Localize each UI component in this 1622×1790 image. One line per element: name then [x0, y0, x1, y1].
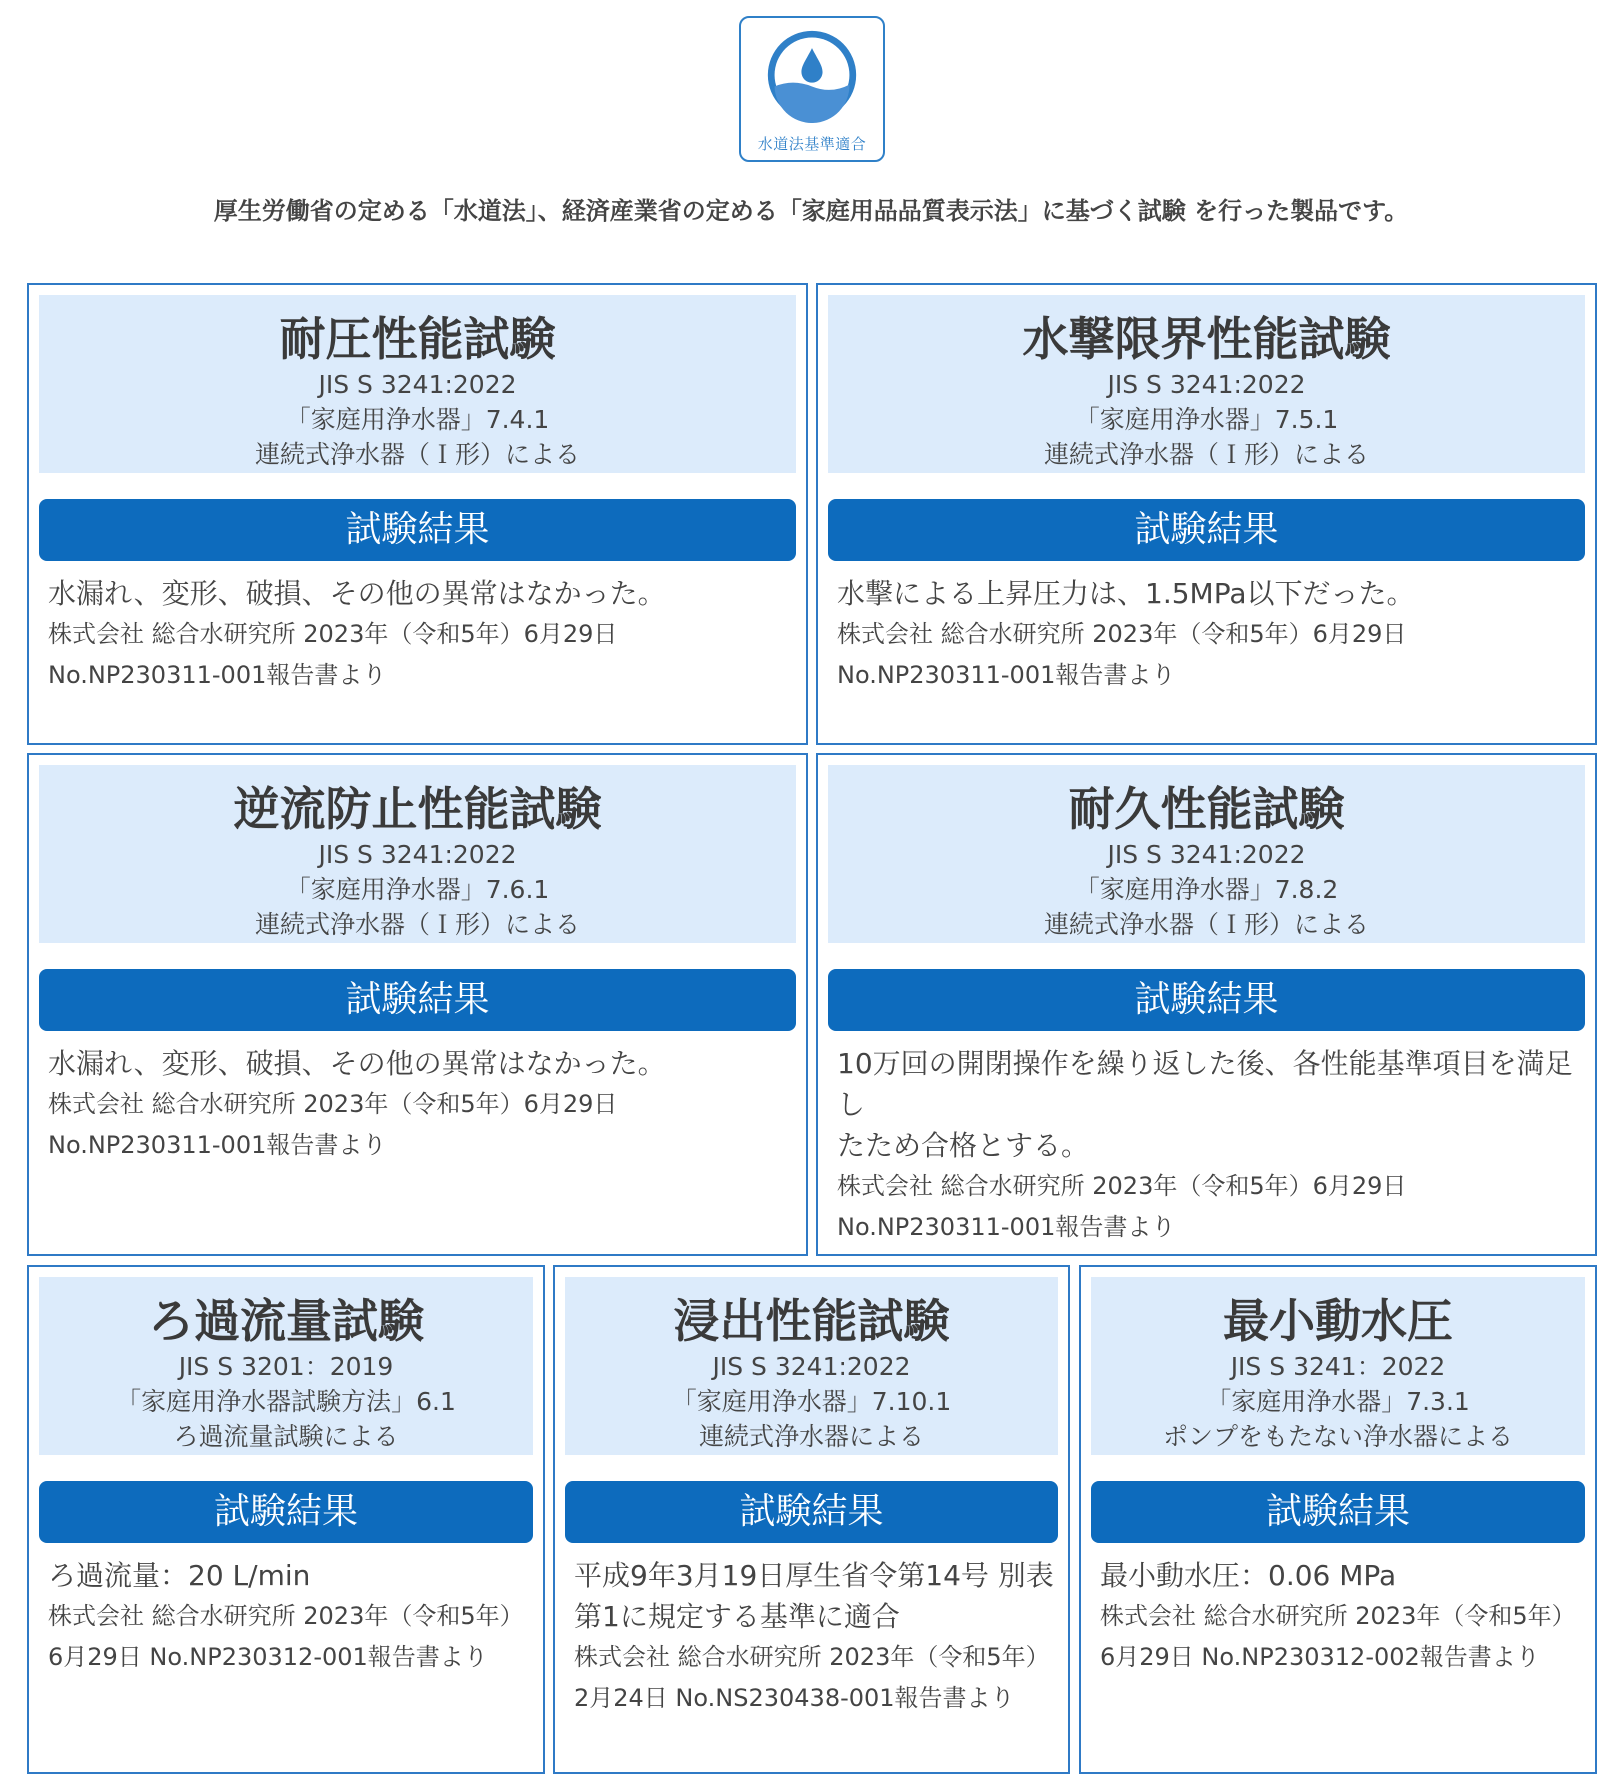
card-header [1091, 1277, 1585, 1455]
source-line: 6月29日 No.NP230312-001報告書より [48, 1643, 488, 1671]
test-card [27, 283, 808, 745]
test-card [816, 753, 1597, 1256]
standard-line: 「家庭用浄水器」7.8.2 [1074, 875, 1339, 904]
card-body [837, 573, 1585, 696]
test-card [27, 753, 808, 1256]
test-card [816, 283, 1597, 745]
standard-line: JIS S 3201：2019 [178, 1352, 394, 1381]
result-heading: 試験結果 [39, 499, 796, 561]
result-text: 10万回の開閉操作を繰り返した後、各性能基準項目を満足し [837, 1047, 1573, 1121]
source-line: No.NP230311-001報告書より [837, 661, 1176, 689]
test-card [27, 1265, 545, 1774]
standard-line: 連続式浄水器（Ｉ形）による [1043, 440, 1369, 469]
source-line: 株式会社 総合水研究所 2023年（令和5年）6月29日 [48, 1090, 618, 1118]
source-line: 株式会社 総合水研究所 2023年（令和5年） [574, 1643, 1050, 1671]
result-heading: 試験結果 [1091, 1481, 1585, 1543]
standard-line: JIS S 3241:2022 [712, 1352, 911, 1381]
result-heading: 試験結果 [565, 1481, 1058, 1543]
standard-line: 「家庭用浄水器試験方法」6.1 [116, 1387, 456, 1416]
card-body [837, 1043, 1585, 1248]
source-line: 株式会社 総合水研究所 2023年（令和5年）6月29日 [837, 1172, 1407, 1200]
card-header [39, 1277, 533, 1455]
source-line: 株式会社 総合水研究所 2023年（令和5年）6月29日 [48, 620, 618, 648]
source-line: No.NP230311-001報告書より [837, 1213, 1176, 1241]
standard-line: 「家庭用浄水器」7.10.1 [671, 1387, 952, 1416]
card-title: 最小動水圧 [1223, 1294, 1453, 1348]
standard-line: 「家庭用浄水器」7.5.1 [1074, 405, 1339, 434]
standard-line: 「家庭用浄水器」7.4.1 [285, 405, 550, 434]
card-title: 耐久性能試験 [1068, 782, 1345, 836]
standard-line: 「家庭用浄水器」7.3.1 [1206, 1387, 1470, 1416]
result-text: 水漏れ、変形、破損、その他の異常はなかった。 [48, 1047, 666, 1080]
standard-line: 連続式浄水器（Ｉ形）による [254, 910, 580, 939]
result-text: 最小動水圧：0.06 MPa [1100, 1559, 1397, 1592]
result-text: 平成9年3月19日厚生省令第14号 別表 [574, 1559, 1054, 1592]
result-text: 第1に規定する基準に適合 [574, 1600, 900, 1633]
card-body [48, 1555, 533, 1678]
test-card [1079, 1265, 1597, 1774]
standard-line: JIS S 3241:2022 [318, 370, 517, 399]
card-body [574, 1555, 1058, 1719]
standard-line: 連続式浄水器（Ｉ形）による [1043, 910, 1369, 939]
card-body [1100, 1555, 1585, 1678]
standard-line: ポンプをもたない浄水器による [1162, 1422, 1513, 1451]
card-title: 浸出性能試験 [673, 1294, 950, 1348]
card-header [828, 295, 1585, 473]
result-text: たため合格とする。 [837, 1129, 1090, 1162]
standard-line: ろ過流量試験による [173, 1422, 399, 1451]
badge-label: 水道法基準適合 [757, 135, 867, 153]
card-header [565, 1277, 1058, 1455]
source-line: 株式会社 総合水研究所 2023年（令和5年）6月29日 [837, 620, 1407, 648]
card-title: 逆流防止性能試験 [233, 782, 602, 836]
card-header [39, 765, 796, 943]
card-body [48, 1043, 796, 1166]
intro-text: 厚生労働省の定める「水道法」、経済産業省の定める「家庭用品品質表示法」に基づく試験 を行った製品です。 [213, 197, 1409, 225]
standard-line: JIS S 3241:2022 [1107, 370, 1306, 399]
test-card [553, 1265, 1070, 1774]
card-header [39, 295, 796, 473]
water-drop-icon [764, 27, 860, 123]
result-heading: 試験結果 [828, 499, 1585, 561]
standard-line: 連続式浄水器（Ｉ形）による [254, 440, 580, 469]
result-heading: 試験結果 [39, 969, 796, 1031]
source-line: 株式会社 総合水研究所 2023年（令和5年） [1100, 1602, 1576, 1630]
source-line: 6月29日 No.NP230312-002報告書より [1100, 1643, 1540, 1671]
source-line: No.NP230311-001報告書より [48, 661, 387, 689]
result-heading: 試験結果 [39, 1481, 533, 1543]
card-title: ろ過流量試験 [148, 1294, 424, 1348]
standard-line: 「家庭用浄水器」7.6.1 [285, 875, 550, 904]
water-standard-badge [739, 16, 885, 162]
standard-line: JIS S 3241:2022 [1107, 840, 1306, 869]
card-title: 水撃限界性能試験 [1022, 312, 1391, 366]
card-title: 耐圧性能試験 [279, 312, 556, 366]
result-text: ろ過流量：20 L/min [48, 1559, 311, 1592]
standard-line: 連続式浄水器による [698, 1422, 924, 1451]
standard-line: JIS S 3241:2022 [318, 840, 517, 869]
source-line: 2月24日 No.NS230438-001報告書より [574, 1684, 1015, 1712]
result-text: 水漏れ、変形、破損、その他の異常はなかった。 [48, 577, 666, 610]
card-body [48, 573, 796, 696]
source-line: No.NP230311-001報告書より [48, 1131, 387, 1159]
card-header [828, 765, 1585, 943]
source-line: 株式会社 総合水研究所 2023年（令和5年） [48, 1602, 524, 1630]
result-text: 水撃による上昇圧力は、1.5MPa以下だった。 [837, 577, 1415, 610]
result-heading: 試験結果 [828, 969, 1585, 1031]
standard-line: JIS S 3241：2022 [1230, 1352, 1446, 1381]
